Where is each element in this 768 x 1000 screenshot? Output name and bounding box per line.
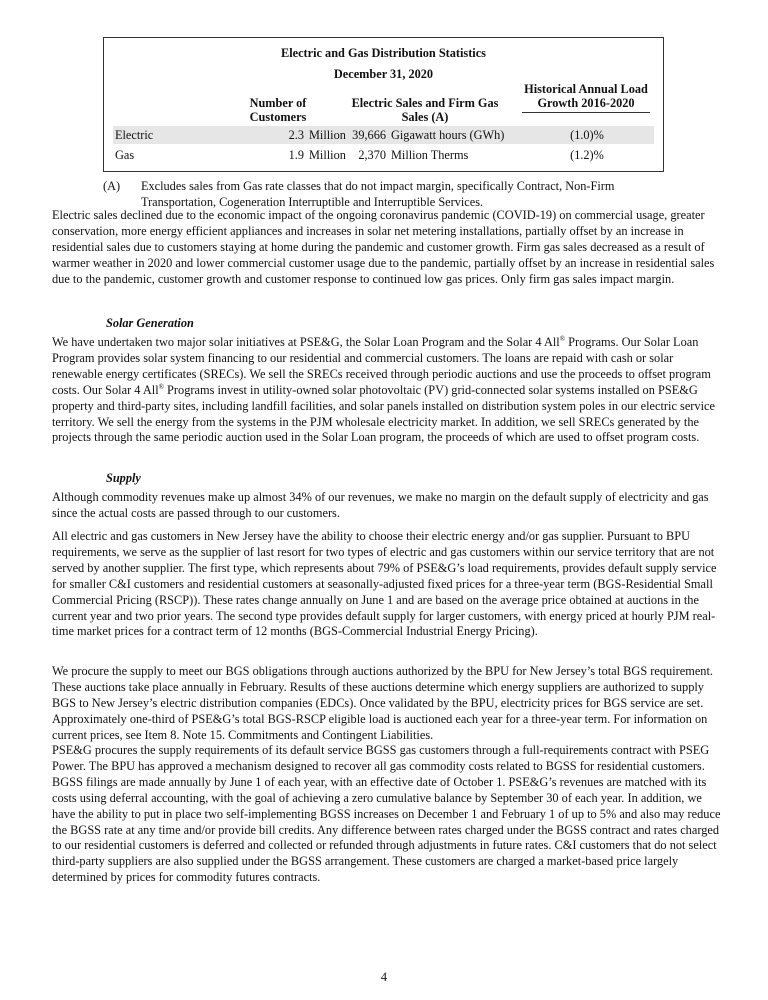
header-growth: Historical Annual Load Growth 2016-2020 xyxy=(522,82,650,113)
customers-unit: Million xyxy=(309,128,346,142)
solar-text-1: We have undertaken two major solar initiatives at PSE&G, the Solar Loan Program and the Solar 4 All xyxy=(52,335,560,349)
header-sales: Electric Sales and Firm Gas Sales (A) xyxy=(340,96,510,127)
solar-text-3: Programs invest in utility-owned solar photovoltaic (PV) grid-connected solar systems installed on PSE&G property and third-party sites, including landfill facilities, and solar panels installed on distribution system poles in our electric service territory. We sell the energy from the systems in the PJM wholesale electricity market. In addition, we sell SRECs generated by the projects through the same periodic auction used in the Solar Loan program, the proceeds of which are used to offset program costs. xyxy=(52,382,715,445)
customers-value: 1.9 xyxy=(288,148,304,162)
paragraph-supply-3: We procure the supply to meet our BGS obligations through auctions authorized by the BPU for New Jersey’s total BGS requirement. These auctions take place annually in February. Results of these auctions determine which energy suppliers are authorized to supply BGS to New Jersey’s electric distribution companies (EDCs). Once validated by the BPU, electricity prices for BGS service are set. Approximately one-third of PSE&G’s total BGS-RSCP eligible load is auctioned each year for a three-year term. For information on current prices, see Item 8. Note 15. Commitments and Contingent Liabilities. xyxy=(52,664,713,742)
solar-text-2: Programs. Our Solar Loan Program provides solar system financing to our residential and commercial customers. The loans are repaid with cash or solar renewable energy certificates (SRECs). We sell the SRECs received through periodic auctions and use the proceeds to offset program costs. Our Solar 4 All xyxy=(52,335,711,397)
registered-mark: ® xyxy=(158,382,164,391)
table-date: December 31, 2020 xyxy=(333,67,434,81)
footnote-label: (A) xyxy=(103,179,121,193)
distribution-statistics-table xyxy=(103,37,664,172)
row-label: Gas xyxy=(115,148,135,162)
header-customers: Number of Customers xyxy=(233,96,323,127)
sales-value: 39,666 xyxy=(352,128,386,142)
sales-unit: Million Therms xyxy=(391,148,469,162)
growth-value: (1.2)% xyxy=(570,148,604,162)
sales-value: 2,370 xyxy=(358,148,386,162)
footnote-text: Excludes sales from Gas rate classes that do not impact margin, specifically Contract, Non-Firm Transportation, Cogeneration Interruptible and Interruptible Services. xyxy=(141,179,615,209)
sales-unit: Gigawatt hours (GWh) xyxy=(391,128,505,142)
heading-solar-generation: Solar Generation xyxy=(106,316,194,330)
page-number: 4 xyxy=(380,970,388,984)
growth-value: (1.0)% xyxy=(570,128,604,142)
customers-value: 2.3 xyxy=(288,128,304,142)
paragraph-sales: Electric sales declined due to the economic impact of the ongoing coronavirus pandemic (COVID-19) on commercial usage, greater conservation, more energy efficient appliances and increases in solar net metering installations, partially offset by an increase in residential sales due to customers staying at home during the pandemic and customer growth. Firm gas sales decreased as a result of warmer weather in 2020 and lower commercial customer usage due to the pandemic, partially offset by an increase in residential sales due to the pandemic, customer growth and customer response to continued low gas prices. Only firm gas sales impact margin. xyxy=(52,208,715,286)
paragraph-supply-4: PSE&G procures the supply requirements of its default service BGSS gas customers through a full-requirements contract with PSEG Power. The BPU has approved a mechanism designed to recover all gas commodity costs related to BGSS for residential customers. BGSS filings are made annually by June 1 of each year, with an effective date of October 1. PSE&G’s revenues are matched with its costs using deferral accounting, with the goal of achieving a zero cumulative balance by September 30 of each year. In addition, we have the ability to put in place two self-implementing BGSS increases on December 1 and February 1 of up to 5% and also may reduce the BGSS rate at any time and/or provide bill credits. Any difference between rates charged under the BGSS contract and rates charged to our residential customers is deferred and collected or refunded through adjustments in future rates. C&I customers that do not select third-party suppliers are also supplied under the BGSS arrangement. These customers are charged a market-based price largely determined by prices for commodity futures contracts. xyxy=(52,743,721,885)
table-row-electric xyxy=(113,126,654,144)
customers-unit: Million xyxy=(309,148,346,162)
heading-supply: Supply xyxy=(106,471,141,485)
paragraph-supply-1: Although commodity revenues make up almost 34% of our revenues, we make no margin on the default supply of electricity and gas since the actual costs are passed through to our customers. xyxy=(52,490,709,520)
row-label: Electric xyxy=(115,128,154,142)
table-title: Electric and Gas Distribution Statistics xyxy=(281,46,486,60)
registered-mark: ® xyxy=(559,334,566,343)
paragraph-supply-2: All electric and gas customers in New Jersey have the ability to choose their electric energy and/or gas supplier. Pursuant to BPU requirements, we serve as the supplier of last resort for two types of electric and gas customers within our service territory that are not served by another supplier. The first type, which represents about 79% of PSE&G’s load requirements, provides default supply service for smaller C&I customers and residential customers at seasonally-adjusted fixed prices for a three-year term (BGS-Residential Small Commercial Pricing (RSCP)). These rates change annually on June 1 and are based on the average price obtained at auctions in the current year and two prior years. The second type provides default supply for larger customers, with energy priced at hourly PJM real-time market prices for a contract term of 12 months (BGS-Commercial Industrial Energy Pricing). xyxy=(52,529,717,639)
table-row-gas xyxy=(113,146,654,164)
paragraph-solar xyxy=(52,335,724,446)
